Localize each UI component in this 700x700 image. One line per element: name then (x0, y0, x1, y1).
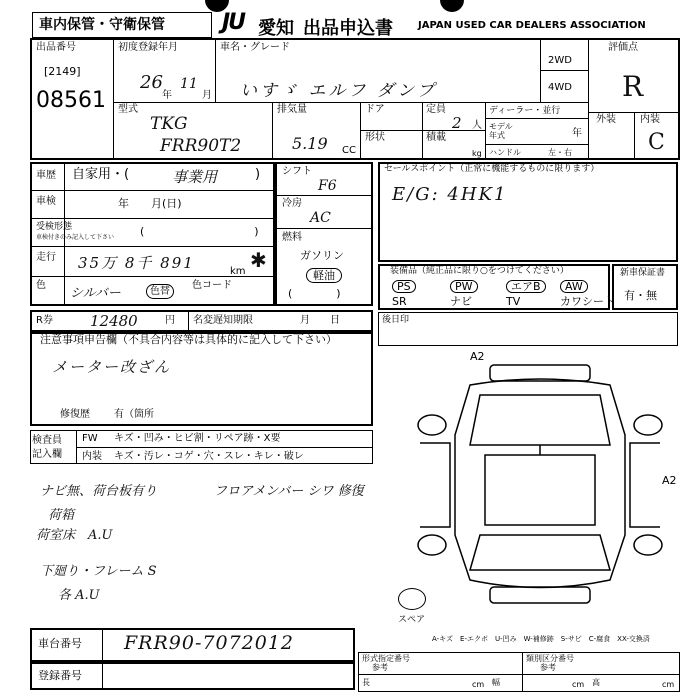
shape-label: 形状 (365, 132, 385, 143)
punch-hole-dot (440, 0, 464, 12)
warranty-label: 新車保証書 (620, 268, 666, 278)
inspector-note: ナビ無、荷台板有り (40, 484, 158, 499)
form-sub: 車検付きのみ記入して下さい (36, 234, 115, 241)
type-label: 型式 (118, 104, 138, 115)
handle-options: 左・右 (548, 148, 572, 157)
form-value: ( ) (140, 225, 259, 238)
lot-number: 08561 (36, 88, 106, 113)
first-reg-month: 11 (180, 76, 198, 92)
mileage-value: 35万 8千 891 (78, 254, 195, 272)
capacity-label: 定員 (426, 104, 446, 115)
inspector-note: 荷箱 (48, 508, 75, 523)
height-unit: cm (662, 680, 675, 689)
history-value-hand: 事業用 (172, 168, 218, 186)
cert-label: 形式指定番号 (362, 654, 410, 663)
model-label: 車名・グレード (220, 42, 290, 53)
class-sub: 参考 (540, 663, 556, 672)
capacity-value: 2 (452, 114, 462, 132)
type-value-2: FRR90T2 (160, 136, 242, 156)
shift-value: F6 (318, 178, 337, 194)
mileage-mark: ✱ (250, 248, 267, 272)
inspector-note: 各 A.U (58, 588, 100, 603)
model-year-label: モデル 年式 (489, 122, 513, 140)
load-unit: kg (472, 149, 482, 158)
ju-logo: JU (222, 10, 245, 35)
dealer-label: ディーラー・並行 (489, 106, 561, 116)
capacity-unit: 人 (472, 120, 482, 131)
mileage-label: 走行 (36, 252, 56, 263)
fuel-diesel: 軽油 (306, 268, 342, 283)
width-label: 幅 (492, 678, 500, 687)
notes-label: 注意事項申告欄（不具合内容等は具体的に記入して下さい） (40, 333, 337, 346)
door-label: ドア (365, 104, 385, 115)
width-unit: cm (572, 680, 585, 689)
storage-label-box (32, 12, 212, 38)
inspection-label: 車検 (36, 196, 56, 207)
height-label: 高 (592, 678, 600, 687)
recycle-value: 12480 (90, 312, 138, 330)
int-label: 内装 (640, 114, 660, 125)
grade-value: R (622, 70, 644, 103)
load-label: 積載 (426, 132, 446, 143)
grade-label: 評価点 (608, 42, 638, 53)
org-name: 愛知 (258, 18, 294, 39)
diagram-label-a2-right: A2 (662, 474, 677, 487)
name-change-label: 名変遅知期限 (193, 315, 253, 326)
equipment-item: エアB (506, 280, 546, 293)
fuel-other: ( ) (288, 287, 341, 300)
fw-label: FW (82, 433, 98, 444)
storage-label: 車内保管・守衛保管 (39, 17, 165, 33)
int-items: キズ・汚レ・コゲ・穴・スレ・キレ・破レ (114, 451, 304, 462)
fw-items: キズ・凹み・ヒビ割・リペア跡・X要 (114, 433, 281, 444)
name-change-value: 月 日 (300, 315, 340, 326)
class-label: 類別区分番号 (526, 654, 574, 663)
drive-2wd: 2WD (548, 55, 572, 66)
sales-point-section (378, 162, 678, 262)
equipment-item: カワシート (560, 295, 615, 308)
lot-sub: [2149] (44, 65, 81, 78)
mileage-unit: km (230, 266, 246, 277)
lot-label: 出品番号 (36, 42, 76, 53)
ext-label: 外装 (596, 114, 616, 125)
inspection-value: 年 月(日) (118, 197, 182, 210)
month-unit: 月 (202, 90, 212, 101)
fuel-gas: ガソリン (300, 249, 344, 262)
repair-label: 修復歴 (60, 409, 90, 420)
chassis-value: FRR90-7072012 (124, 632, 295, 654)
color-code-label: 色コード (192, 280, 232, 291)
color-label: 色 (36, 280, 46, 291)
spare-label: スペア (398, 615, 426, 625)
sales-point-label: セールスポイント（正常に機能するものに限ります） (384, 164, 600, 174)
diagram-label-a2-top: A2 (470, 350, 485, 363)
sales-point-value: E/G: 4HK1 (392, 184, 508, 205)
displacement-value: 5.19 (292, 134, 328, 153)
equipment-item: AW (560, 280, 588, 293)
type-value-1: TKG (150, 114, 188, 134)
int-grade-value: C (648, 130, 665, 155)
inspector-note: 荷室床 A.U (36, 528, 113, 543)
int-items-label: 内装 (82, 451, 102, 462)
first-reg-year: 26 (140, 72, 163, 93)
inspector-note: フロアメンバー シワ 修復 (214, 484, 364, 499)
reg-label: 登録番号 (38, 669, 82, 682)
handle-label: ハンドル (489, 148, 521, 157)
warranty-value: 有・無 (624, 289, 657, 302)
color-value: シルバー (70, 286, 121, 301)
rear-label: 後日印 (382, 315, 410, 325)
history-label: 車歴 (36, 170, 56, 181)
equipment-item: PS (392, 280, 416, 293)
recycle-unit: 円 (165, 315, 175, 326)
notes-value: メーター改ざん (52, 358, 172, 376)
rear-stamp-section (378, 312, 678, 346)
aircon-label: 冷房 (282, 198, 302, 209)
repair-value: 有（箇所 (114, 409, 154, 420)
form-title: 出品申込書 (303, 18, 393, 39)
spare-tire-icon (398, 588, 426, 610)
year-unit: 年 (162, 90, 172, 101)
year-suffix: 年 (572, 128, 582, 139)
first-reg-label: 初度登録年月 (118, 42, 178, 53)
displacement-label: 排気量 (277, 104, 307, 115)
fuel-label: 燃料 (282, 232, 302, 243)
diagram-legend: A-キズ E-エクボ U-凹み W-補修跡 S-サビ C-腐食 XX-交換済 (432, 635, 650, 643)
color-changed: 色替 (146, 284, 174, 299)
history-value-prefix: 自家用・( (72, 167, 130, 182)
form-label: 受検形態 (36, 222, 73, 232)
history-value-suffix: ) (255, 167, 261, 182)
equipment-item: ナビ (450, 295, 472, 308)
equipment-item: TV (506, 295, 521, 308)
equipment-label: 装備品（純正品に限り○をつけてください） (390, 266, 569, 276)
equipment-item: SR (392, 295, 407, 308)
shift-label: シフト (282, 166, 312, 177)
inspector-note: 下廻り・フレーム S (40, 564, 157, 579)
assoc-name: JAPAN USED CAR DEALERS ASSOCIATION (418, 20, 646, 31)
chassis-label: 車台番号 (38, 637, 82, 650)
drive-4wd: 4WD (548, 82, 572, 93)
recycle-label: R券 (36, 315, 53, 326)
cert-sub: 参考 (372, 663, 388, 672)
length-unit: cm (472, 680, 485, 689)
cc-unit: CC (342, 145, 356, 156)
aircon-value: AC (310, 210, 331, 226)
length-label: 長 (362, 678, 370, 687)
vehicle-diagram (410, 355, 670, 615)
model-value: いすゞ エルフ ダンプ (240, 81, 437, 101)
equipment-item: PW (450, 280, 478, 293)
inspector-label: 検査員 記入欄 (32, 435, 62, 460)
